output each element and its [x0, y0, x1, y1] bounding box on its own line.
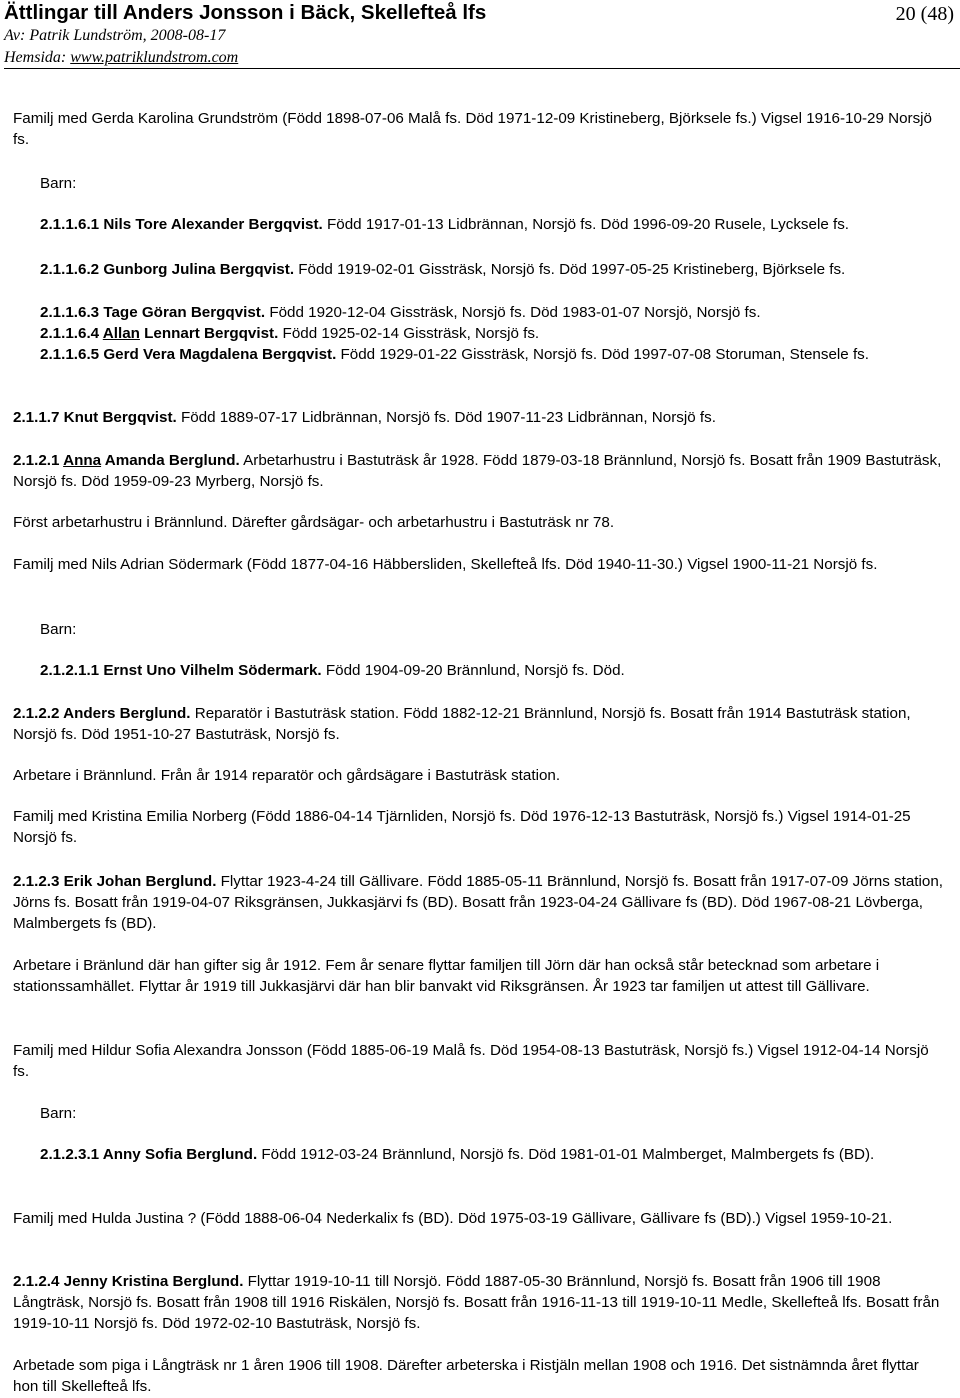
child-entry-nils-tore	[40, 214, 940, 235]
entry-text: Reparatör i Bastuträsk station. Född 1882-12-21 Brännlund, Norsjö fs. Bosatt från 1914 Bastuträsk station, Norsjö fs. Död 1951-10-27 Bastuträsk, Norsjö fs.	[13, 705, 911, 743]
entry-text: Född 1889-07-17 Lidbrännan, Norsjö fs. Död 1907-11-23 Lidbrännan, Norsjö fs.	[176, 409, 716, 426]
entry-jenny	[13, 1271, 943, 1334]
entry-heading	[40, 325, 278, 342]
entry-called-name: Anna	[63, 452, 102, 469]
entry-text: Född 1925-02-14 Gissträsk, Norsjö fs.	[278, 325, 540, 342]
entry-name: Lennart Bergqvist.	[139, 325, 279, 342]
children-label: Barn:	[40, 175, 77, 192]
children-label: Barn:	[40, 1105, 77, 1122]
entry-heading: 2.1.2.3 Erik Johan Berglund.	[13, 873, 217, 890]
entry-text: Flyttar 1923-4-24 till Gällivare. Född 1885-05-11 Brännlund, Norsjö fs. Bosatt från 1917-07-09 Jörns station, Jörns fs. Bosatt från 1919-04-07 Riksgränsen, Jukkasjärvi fs (BD). Bosatt från 1923-04-24 Gällivare fs (BD). Död 1967-08-21 Lövberga, Malmbergets fs (BD).	[13, 873, 943, 932]
entry-text: Arbetarhustru i Bastuträsk år 1928. Född 1879-03-18 Brännlund, Norsjö fs. Bosatt från 1909 Bastuträsk, Norsjö fs. Död 1959-09-23 Myrberg, Norsjö fs.	[13, 452, 942, 490]
entry-heading: 2.1.2.1.1 Ernst Uno Vilhelm Södermark.	[40, 662, 322, 679]
homepage-link[interactable]: www.patriklundstrom.com	[70, 49, 239, 66]
entry-text: Född 1912-03-24 Brännlund, Norsjö fs. Död 1981-01-01 Malmberget, Malmbergets fs (BD).	[257, 1146, 875, 1163]
entry-called-name: Allan	[102, 325, 140, 342]
family-gerda: Familj med Gerda Karolina Grundström (Född 1898-07-06 Malå fs. Död 1971-12-09 Kristineberg, Björksele fs.) Vigsel 1916-10-29 Norsjö fs.	[13, 110, 933, 148]
entry-heading: 2.1.2.4 Jenny Kristina Berglund.	[13, 1273, 244, 1290]
document-title: Ättlingar till Anders Jonsson i Bäck, Skellefteå lfs	[4, 1, 487, 24]
note-jenny: Arbetade som piga i Långträsk nr 1 åren 1906 till 1908. Därefter arbeterska i Ristjäln mellan 1908 och 1916. Det sistnämnda året flyttar hon till Skellefteå lfs.	[13, 1357, 919, 1395]
entry-text: Född 1929-01-22 Gissträsk, Norsjö fs. Död 1997-07-08 Storuman, Stensele fs.	[336, 346, 869, 363]
entry-text: Flyttar 1919-10-11 till Norsjö. Född 1887-05-30 Brännlund, Norsjö fs. Bosatt från 1906 till 1908 Långträsk, Norsjö fs. Bosatt från 1908 till 1916 Riskälen, Norsjö fs. Bosatt från 1916-11-13 till 1919-10-11 Medle, Skellefteå lfs. Bosatt från 1919-10-11 Norsjö fs. Död 1972-02-10 Bastuträsk, Norsjö fs.	[13, 1273, 940, 1332]
entry-heading: 2.1.2.3.1 Anny Sofia Berglund.	[40, 1146, 258, 1163]
entry-heading: 2.1.1.6.3 Tage Göran Bergqvist.	[40, 304, 266, 321]
child-entry-anny	[40, 1144, 940, 1165]
entry-heading: 2.1.1.6.2 Gunborg Julina Bergqvist.	[40, 261, 295, 278]
family-kristina: Familj med Kristina Emilia Norberg (Född 1886-04-14 Tjärnliden, Norsjö fs. Död 1976-12-13 Bastuträsk, Norsjö fs.) Vigsel 1914-01-25 Norsjö fs.	[13, 808, 911, 846]
entry-heading: 2.1.1.6.1 Nils Tore Alexander Bergqvist.	[40, 216, 323, 233]
entry-text: Född 1917-01-13 Lidbrännan, Norsjö fs. Död 1996-09-20 Rusele, Lycksele fs.	[322, 216, 850, 233]
header-divider	[4, 68, 960, 69]
entry-heading: 2.1.2.2 Anders Berglund.	[13, 705, 191, 722]
entry-text: Född 1920-12-04 Gissträsk, Norsjö fs. Död 1983-01-07 Norsjö, Norsjö fs.	[265, 304, 761, 321]
entry-text: Född 1904-09-20 Brännlund, Norsjö fs. Död.	[321, 662, 625, 679]
entry-heading: 2.1.1.6.5 Gerd Vera Magdalena Bergqvist.	[40, 346, 337, 363]
note-anders: Arbetare i Brännlund. Från år 1914 reparatör och gårdsägare i Bastuträsk station.	[13, 767, 561, 784]
entry-anna	[13, 450, 943, 492]
entry-name: Amanda Berglund.	[101, 452, 240, 469]
entry-heading: 2.1.1.7 Knut Bergqvist.	[13, 409, 177, 426]
child-entry-allan	[40, 323, 940, 344]
family-nils-adrian: Familj med Nils Adrian Södermark (Född 1877-04-16 Häbbersliden, Skellefteå lfs. Död 1940-11-30.) Vigsel 1900-11-21 Norsjö fs.	[13, 556, 878, 573]
entry-text: Född 1919-02-01 Gissträsk, Norsjö fs. Död 1997-05-25 Kristineberg, Björksele fs.	[294, 261, 846, 278]
entry-anders	[13, 703, 943, 745]
entry-number: 2.1.2.1	[13, 452, 64, 469]
note-anna: Först arbetarhustru i Brännlund. Därefter gårdsägar- och arbetarhustru i Bastuträsk nr 78.	[13, 514, 615, 531]
entry-erik	[13, 871, 943, 934]
entry-number: 2.1.1.6.4	[40, 325, 103, 342]
entry-heading	[13, 452, 240, 469]
family-hildur: Familj med Hildur Sofia Alexandra Jonsson (Född 1885-06-19 Malå fs. Död 1954-08-13 Bastuträsk, Norsjö fs.) Vigsel 1912-04-14 Norsjö fs.	[13, 1042, 929, 1080]
homepage-line	[4, 49, 238, 67]
children-label: Barn:	[40, 621, 77, 638]
author-line: Av: Patrik Lundström, 2008-08-17	[4, 27, 226, 44]
child-entry-tage	[40, 302, 940, 323]
child-entry-gunborg	[40, 259, 940, 280]
entry-knut	[13, 407, 943, 428]
page-number: 20 (48)	[895, 3, 954, 25]
family-hulda: Familj med Hulda Justina ? (Född 1888-06-04 Nederkalix fs (BD). Död 1975-03-19 Gällivare, Gällivare fs (BD).) Vigsel 1959-10-21.	[13, 1210, 893, 1227]
child-entry-ernst	[40, 660, 940, 681]
homepage-label: Hemsida:	[4, 49, 71, 66]
child-entry-gerd	[40, 344, 940, 365]
note-erik: Arbetare i Bränlund där han gifter sig år 1912. Fem år senare flyttar familjen till Jörn där han också står betecknad som arbetare i stationssamhället. Flyttar år 1919 till Jukkasjärvi där han blir banvakt vid Riksgränsen. År 1923 tar familjen ut attest till Gällivare.	[13, 957, 880, 995]
